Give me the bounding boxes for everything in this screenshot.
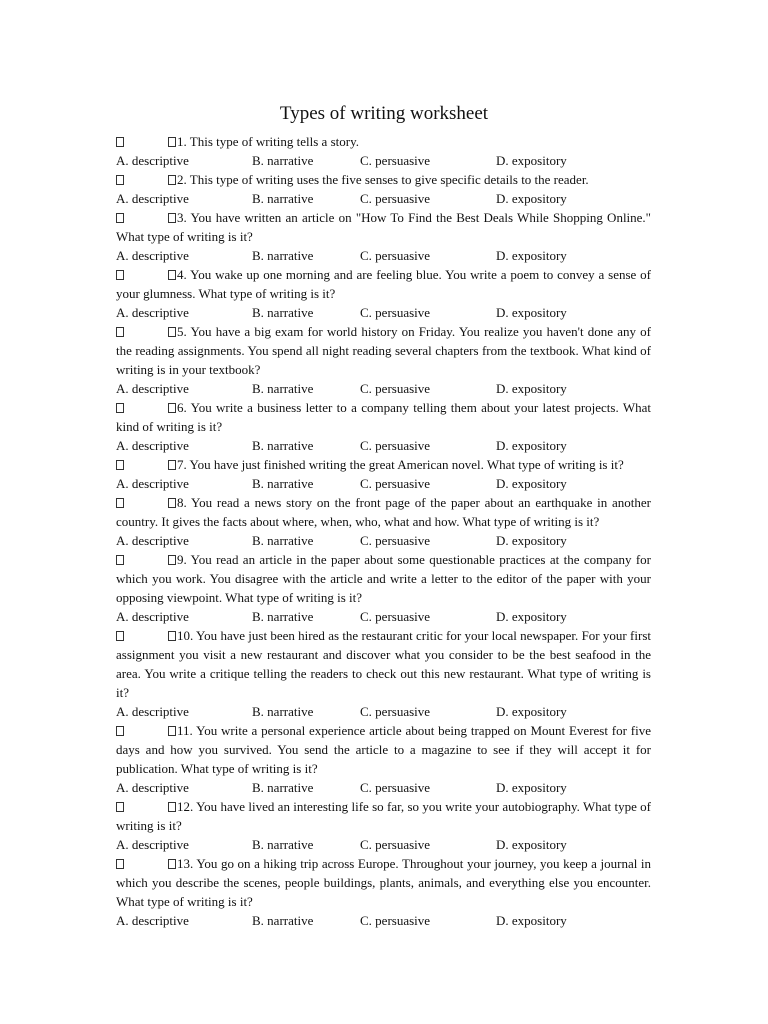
checkbox-glyph-icon [168, 859, 176, 869]
checkbox-glyph-icon [116, 726, 124, 736]
checkbox-glyph-icon [116, 859, 124, 869]
option-b: B. narrative [252, 305, 314, 320]
checkbox-glyph-icon [116, 555, 124, 565]
option-a: A. descriptive [116, 704, 189, 719]
question-text: 11. You write a personal experience article about being trapped on Mount Everest for five days and how you survived. You send the article to a magazine to see if they will accept it for publication. What type of writing is it? [116, 723, 651, 776]
option-c: C. persuasive [360, 438, 431, 453]
question-8 [116, 493, 651, 550]
option-a: A. descriptive [116, 381, 189, 396]
option-d: D. expository [496, 153, 567, 168]
option-b: B. narrative [252, 438, 314, 453]
option-b: B. narrative [252, 780, 314, 795]
option-d: D. expository [496, 837, 567, 852]
question-text: 8. You read a news story on the front page of the paper about an earthquake in another country. It gives the facts about where, when, who, what and how. What type of writing is it? [116, 495, 651, 529]
answer-options [116, 702, 651, 721]
checkbox-glyph-icon [168, 175, 176, 185]
checkbox-glyph-icon [168, 270, 176, 280]
option-d: D. expository [496, 913, 567, 928]
question-text: 4. You wake up one morning and are feeling blue. You write a poem to convey a sense of your glumness. What type of writing is it? [116, 267, 651, 301]
answer-options [116, 436, 651, 455]
question-text: 7. You have just finished writing the great American novel. What type of writing is it? [177, 457, 624, 472]
option-c: C. persuasive [360, 609, 431, 624]
question-13 [116, 854, 651, 930]
option-b: B. narrative [252, 704, 314, 719]
option-c: C. persuasive [360, 704, 431, 719]
answer-options [116, 607, 651, 626]
option-c: C. persuasive [360, 780, 431, 795]
answer-options [116, 835, 651, 854]
option-a: A. descriptive [116, 837, 189, 852]
checkbox-glyph-icon [116, 175, 124, 185]
checkbox-glyph-icon [116, 137, 124, 147]
option-d: D. expository [496, 248, 567, 263]
option-d: D. expository [496, 476, 567, 491]
checkbox-glyph-icon [168, 631, 176, 641]
option-b: B. narrative [252, 609, 314, 624]
checkbox-glyph-icon [116, 403, 124, 413]
option-a: A. descriptive [116, 191, 189, 206]
checkbox-glyph-icon [116, 498, 124, 508]
option-a: A. descriptive [116, 438, 189, 453]
option-b: B. narrative [252, 533, 314, 548]
option-a: A. descriptive [116, 476, 189, 491]
checkbox-glyph-icon [168, 327, 176, 337]
question-list [116, 132, 651, 930]
option-b: B. narrative [252, 476, 314, 491]
question-2 [116, 170, 651, 208]
option-b: B. narrative [252, 381, 314, 396]
checkbox-glyph-icon [168, 726, 176, 736]
option-a: A. descriptive [116, 533, 189, 548]
question-6 [116, 398, 651, 455]
option-a: A. descriptive [116, 780, 189, 795]
option-c: C. persuasive [360, 153, 431, 168]
option-d: D. expository [496, 780, 567, 795]
question-text: 10. You have just been hired as the restaurant critic for your local newspaper. For your first assignment you visit a new restaurant and discover what you consider to be the best seafood in the area. You write a critique telling the readers to check out this new restaurant. What type of writing is it? [116, 628, 651, 700]
option-a: A. descriptive [116, 609, 189, 624]
option-a: A. descriptive [116, 248, 189, 263]
option-d: D. expository [496, 704, 567, 719]
answer-options [116, 246, 651, 265]
answer-options [116, 303, 651, 322]
question-text: 2. This type of writing uses the five senses to give specific details to the reader. [177, 172, 589, 187]
option-b: B. narrative [252, 837, 314, 852]
question-text: 9. You read an article in the paper about some questionable practices at the company for which you work. You disagree with the article and write a letter to the editor of the paper with your opposing viewpoint. What type of writing is it? [116, 552, 651, 605]
answer-options [116, 151, 651, 170]
option-c: C. persuasive [360, 305, 431, 320]
worksheet-title: Types of writing worksheet [279, 103, 489, 124]
question-text: 12. You have lived an interesting life so far, so you write your autobiography. What type of writing is it? [116, 799, 651, 833]
question-9 [116, 550, 651, 626]
question-text: 5. You have a big exam for world history on Friday. You realize you haven't done any of the reading assignments. You spend all night reading several chapters from the textbook. What kind of writing is in your textbook? [116, 324, 651, 377]
question-3 [116, 208, 651, 265]
option-b: B. narrative [252, 913, 314, 928]
option-a: A. descriptive [116, 153, 189, 168]
option-d: D. expository [496, 438, 567, 453]
option-c: C. persuasive [360, 381, 431, 396]
option-b: B. narrative [252, 153, 314, 168]
checkbox-glyph-icon [116, 802, 124, 812]
question-5 [116, 322, 651, 398]
checkbox-glyph-icon [116, 631, 124, 641]
question-text: 13. You go on a hiking trip across Europe. Throughout your journey, you keep a journal in which you describe the scenes, people buildings, plants, animals, and everything else you encounter. What type of writing is it? [116, 856, 651, 909]
option-d: D. expository [496, 191, 567, 206]
option-d: D. expository [496, 609, 567, 624]
answer-options [116, 189, 651, 208]
checkbox-glyph-icon [168, 403, 176, 413]
checkbox-glyph-icon [116, 213, 124, 223]
checkbox-glyph-icon [168, 213, 176, 223]
answer-options [116, 778, 651, 797]
checkbox-glyph-icon [168, 498, 176, 508]
question-12 [116, 797, 651, 854]
answer-options [116, 379, 651, 398]
checkbox-glyph-icon [116, 270, 124, 280]
option-c: C. persuasive [360, 913, 431, 928]
question-text: 3. You have written an article on "How To Find the Best Deals While Shopping Online." What type of writing is it? [116, 210, 651, 244]
option-a: A. descriptive [116, 305, 189, 320]
question-text: 1. This type of writing tells a story. [177, 134, 359, 149]
checkbox-glyph-icon [168, 802, 176, 812]
answer-options [116, 474, 651, 493]
checkbox-glyph-icon [168, 137, 176, 147]
option-c: C. persuasive [360, 533, 431, 548]
option-c: C. persuasive [360, 248, 431, 263]
checkbox-glyph-icon [116, 327, 124, 337]
question-4 [116, 265, 651, 322]
question-10 [116, 626, 651, 721]
question-7 [116, 455, 651, 493]
question-11 [116, 721, 651, 797]
question-1 [116, 132, 651, 170]
option-b: B. narrative [252, 191, 314, 206]
answer-options [116, 911, 651, 930]
question-text: 6. You write a business letter to a company telling them about your latest projects. What kind of writing is it? [116, 400, 651, 434]
checkbox-glyph-icon [168, 460, 176, 470]
option-c: C. persuasive [360, 837, 431, 852]
option-b: B. narrative [252, 248, 314, 263]
checkbox-glyph-icon [116, 460, 124, 470]
option-c: C. persuasive [360, 476, 431, 491]
option-d: D. expository [496, 381, 567, 396]
option-a: A. descriptive [116, 913, 189, 928]
option-d: D. expository [496, 533, 567, 548]
option-d: D. expository [496, 305, 567, 320]
answer-options [116, 531, 651, 550]
option-c: C. persuasive [360, 191, 431, 206]
checkbox-glyph-icon [168, 555, 176, 565]
